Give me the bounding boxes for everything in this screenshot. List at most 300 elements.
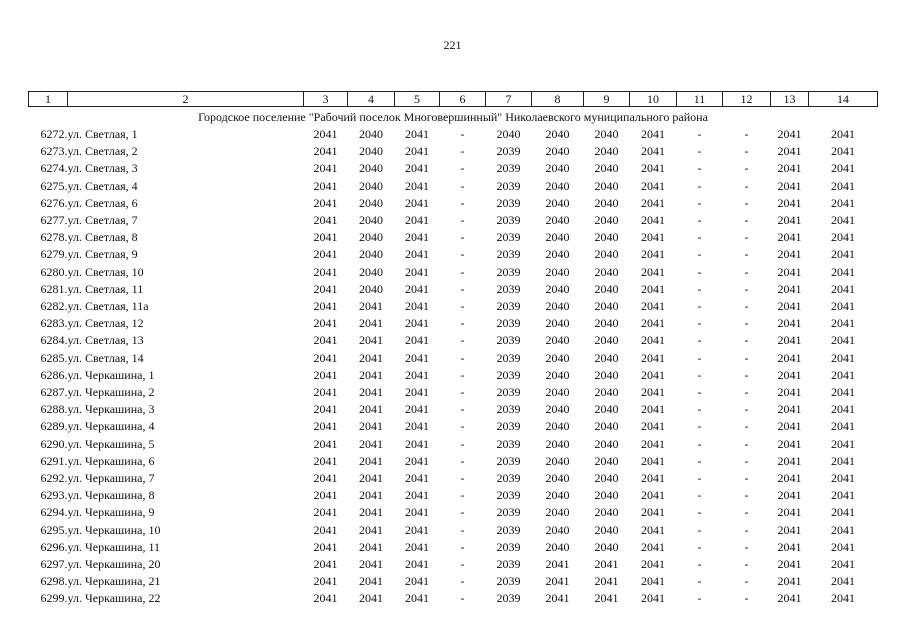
value-cell: 2041 — [831, 436, 855, 451]
value-cell: 2040 — [545, 195, 570, 210]
value-cell: 2041 — [641, 385, 665, 400]
table-row — [29, 315, 878, 332]
value-cell: 2040 — [594, 299, 619, 314]
value-cell: 2040 — [594, 281, 619, 296]
value-cell: 2040 — [545, 505, 570, 520]
value-cell: 2040 — [594, 436, 619, 451]
value-cell: 2041 — [594, 591, 619, 606]
address-cell: ул. Черкашина, 11 — [67, 539, 161, 554]
table-row — [29, 298, 878, 315]
table-row — [29, 143, 878, 160]
value-cell: - — [744, 316, 749, 331]
value-cell: 2041 — [831, 247, 855, 262]
value-cell: - — [697, 333, 702, 348]
row-number: 6276. — [40, 195, 68, 210]
value-cell: 2039 — [496, 505, 521, 520]
value-cell: - — [697, 574, 702, 589]
value-cell: - — [460, 161, 465, 176]
value-cell: - — [460, 591, 465, 606]
table-row — [29, 590, 878, 607]
value-cell: 2041 — [313, 453, 338, 468]
value-cell: - — [697, 195, 702, 210]
value-cell: - — [744, 195, 749, 210]
address-cell: ул. Черкашина, 20 — [67, 557, 161, 572]
value-cell: 2041 — [545, 574, 570, 589]
value-cell: 2040 — [545, 385, 570, 400]
address-cell: ул. Черкашина, 6 — [67, 453, 155, 468]
value-cell: 2041 — [831, 419, 855, 434]
table-row — [29, 246, 878, 263]
value-cell: 2041 — [359, 557, 383, 572]
value-cell: 2041 — [405, 557, 429, 572]
value-cell: 2040 — [545, 230, 570, 245]
value-cell: 2040 — [594, 419, 619, 434]
value-cell: 2041 — [831, 557, 855, 572]
table-row — [29, 539, 878, 556]
table-row — [29, 332, 878, 349]
value-cell: 2041 — [641, 247, 665, 262]
value-cell: - — [744, 539, 749, 554]
value-cell: 2041 — [777, 178, 802, 193]
value-cell: 2040 — [359, 213, 383, 228]
value-cell: - — [744, 471, 749, 486]
value-cell: - — [697, 522, 702, 537]
row-number: 6282. — [40, 299, 68, 314]
value-cell: 2039 — [496, 471, 521, 486]
value-cell: 2041 — [831, 195, 855, 210]
value-cell: - — [460, 453, 465, 468]
value-cell: 2041 — [777, 333, 802, 348]
table-row — [29, 418, 878, 435]
value-cell: 2041 — [405, 333, 429, 348]
address-cell: ул. Светлая, 12 — [67, 316, 144, 331]
value-cell: 2039 — [496, 281, 521, 296]
value-cell: 2041 — [405, 591, 429, 606]
address-cell: ул. Светлая, 2 — [67, 144, 138, 159]
value-cell: 2041 — [831, 299, 855, 314]
table-row — [29, 504, 878, 521]
value-cell: - — [697, 161, 702, 176]
value-cell: 2041 — [313, 471, 338, 486]
value-cell: 2041 — [777, 230, 802, 245]
row-number: 6287. — [40, 385, 68, 400]
value-cell: 2041 — [831, 402, 855, 417]
value-cell: 2041 — [641, 591, 665, 606]
address-cell: ул. Черкашина, 4 — [67, 419, 155, 434]
value-cell: 2040 — [594, 505, 619, 520]
value-cell: 2039 — [496, 367, 521, 382]
value-cell: 2040 — [359, 127, 383, 141]
value-cell: - — [744, 230, 749, 245]
value-cell: 2040 — [545, 453, 570, 468]
value-cell: 2041 — [777, 557, 802, 572]
value-cell: - — [697, 213, 702, 228]
address-cell: ул. Светлая, 10 — [67, 264, 144, 279]
value-cell: 2039 — [496, 213, 521, 228]
header-cell: 5 — [395, 92, 440, 107]
value-cell: 2041 — [313, 539, 338, 554]
value-cell: 2041 — [831, 144, 855, 159]
value-cell: 2039 — [496, 178, 521, 193]
value-cell: - — [744, 213, 749, 228]
value-cell: 2041 — [641, 402, 665, 417]
value-cell: 2040 — [545, 350, 570, 365]
value-cell: 2041 — [545, 557, 570, 572]
value-cell: - — [697, 281, 702, 296]
row-number: 6296. — [40, 539, 68, 554]
row-number: 6292. — [40, 471, 68, 486]
address-cell: ул. Черкашина, 3 — [67, 402, 155, 417]
address-cell: ул. Светлая, 3 — [67, 161, 138, 176]
value-cell: - — [744, 453, 749, 468]
address-cell: ул. Черкашина, 21 — [67, 574, 161, 589]
value-cell: 2041 — [405, 161, 429, 176]
value-cell: - — [744, 350, 749, 365]
row-number: 6284. — [40, 333, 68, 348]
value-cell: 2041 — [641, 367, 665, 382]
row-number: 6280. — [40, 264, 68, 279]
row-number: 6291. — [40, 453, 68, 468]
value-cell: 2041 — [641, 539, 665, 554]
value-cell: 2041 — [405, 539, 429, 554]
value-cell: 2040 — [545, 247, 570, 262]
value-cell: 2041 — [313, 178, 338, 193]
row-number: 6281. — [40, 281, 68, 296]
table-row — [29, 350, 878, 367]
value-cell: - — [744, 402, 749, 417]
value-cell: 2041 — [641, 213, 665, 228]
value-cell: 2041 — [831, 264, 855, 279]
value-cell: - — [744, 505, 749, 520]
value-cell: - — [697, 402, 702, 417]
value-cell: 2041 — [777, 367, 802, 382]
address-cell: ул. Черкашина, 1 — [67, 367, 155, 382]
value-cell: - — [697, 539, 702, 554]
value-cell: - — [697, 488, 702, 503]
value-cell: 2041 — [313, 591, 338, 606]
value-cell: 2039 — [496, 247, 521, 262]
value-cell: - — [460, 367, 465, 382]
value-cell: 2039 — [496, 488, 521, 503]
value-cell: 2041 — [405, 195, 429, 210]
table-row — [29, 212, 878, 229]
value-cell: 2040 — [594, 264, 619, 279]
value-cell: 2041 — [405, 419, 429, 434]
value-cell: 2041 — [831, 350, 855, 365]
value-cell: - — [697, 436, 702, 451]
value-cell: 2041 — [405, 402, 429, 417]
value-cell: 2041 — [641, 178, 665, 193]
value-cell: - — [697, 505, 702, 520]
value-cell: 2041 — [777, 453, 802, 468]
value-cell: 2041 — [359, 471, 383, 486]
value-cell: 2041 — [359, 419, 383, 434]
value-cell: - — [460, 557, 465, 572]
value-cell: 2040 — [545, 127, 570, 141]
value-cell: 2041 — [777, 195, 802, 210]
value-cell: 2039 — [496, 230, 521, 245]
value-cell: 2041 — [359, 522, 383, 537]
table-row — [29, 367, 878, 384]
value-cell: 2041 — [831, 127, 855, 141]
value-cell: - — [697, 247, 702, 262]
row-number: 6290. — [40, 436, 68, 451]
value-cell: - — [744, 178, 749, 193]
value-cell: - — [744, 264, 749, 279]
value-cell: 2041 — [405, 230, 429, 245]
value-cell: - — [744, 144, 749, 159]
value-cell: - — [697, 419, 702, 434]
value-cell: 2041 — [641, 127, 665, 141]
value-cell: 2040 — [545, 264, 570, 279]
value-cell: 2041 — [405, 127, 429, 141]
value-cell: 2040 — [359, 178, 383, 193]
value-cell: 2041 — [831, 367, 855, 382]
value-cell: 2041 — [777, 385, 802, 400]
table-row — [29, 160, 878, 177]
value-cell: 2039 — [496, 453, 521, 468]
value-cell: 2041 — [405, 522, 429, 537]
value-cell: 2041 — [313, 316, 338, 331]
value-cell: 2040 — [545, 299, 570, 314]
table-row — [29, 436, 878, 453]
row-number: 6278. — [40, 230, 68, 245]
value-cell: - — [460, 247, 465, 262]
table-row — [29, 384, 878, 401]
value-cell: 2041 — [359, 591, 383, 606]
row-number: 6283. — [40, 316, 68, 331]
value-cell: - — [697, 230, 702, 245]
value-cell: 2041 — [641, 453, 665, 468]
value-cell: 2041 — [831, 161, 855, 176]
value-cell: 2040 — [545, 436, 570, 451]
value-cell: 2039 — [496, 144, 521, 159]
value-cell: 2041 — [641, 436, 665, 451]
value-cell: 2041 — [831, 281, 855, 296]
value-cell: - — [744, 488, 749, 503]
table-row — [29, 264, 878, 281]
value-cell: 2041 — [777, 213, 802, 228]
value-cell: 2040 — [594, 539, 619, 554]
value-cell: 2041 — [777, 316, 802, 331]
value-cell: 2041 — [831, 213, 855, 228]
value-cell: 2041 — [313, 230, 338, 245]
value-cell: 2041 — [831, 591, 855, 606]
row-number: 6273. — [40, 144, 68, 159]
value-cell: - — [460, 178, 465, 193]
header-cell: 12 — [723, 92, 771, 107]
value-cell: 2039 — [496, 316, 521, 331]
table-row — [29, 573, 878, 590]
table-row — [29, 195, 878, 212]
value-cell: 2040 — [594, 350, 619, 365]
value-cell: 2041 — [831, 539, 855, 554]
value-cell: - — [744, 281, 749, 296]
value-cell: - — [744, 367, 749, 382]
value-cell: 2041 — [641, 161, 665, 176]
value-cell: 2040 — [496, 127, 521, 141]
value-cell: 2041 — [359, 453, 383, 468]
value-cell: 2040 — [359, 195, 383, 210]
address-cell: ул. Светлая, 4 — [67, 178, 138, 193]
value-cell: 2041 — [594, 557, 619, 572]
value-cell: - — [697, 350, 702, 365]
value-cell: 2041 — [777, 264, 802, 279]
table-row — [29, 126, 878, 143]
value-cell: 2041 — [405, 299, 429, 314]
value-cell: - — [697, 557, 702, 572]
value-cell: 2041 — [313, 488, 338, 503]
address-cell: ул. Светлая, 14 — [67, 350, 144, 365]
value-cell: 2040 — [545, 522, 570, 537]
value-cell: 2041 — [313, 264, 338, 279]
value-cell: 2041 — [313, 557, 338, 572]
value-cell: - — [697, 385, 702, 400]
value-cell: 2041 — [777, 299, 802, 314]
value-cell: 2041 — [641, 557, 665, 572]
address-cell: ул. Светлая, 7 — [67, 213, 138, 228]
value-cell: 2041 — [405, 574, 429, 589]
value-cell: - — [744, 574, 749, 589]
value-cell: 2040 — [594, 127, 619, 141]
value-cell: 2041 — [313, 213, 338, 228]
value-cell: - — [744, 385, 749, 400]
value-cell: 2041 — [831, 178, 855, 193]
value-cell: 2041 — [359, 333, 383, 348]
value-cell: 2041 — [405, 264, 429, 279]
value-cell: 2041 — [313, 350, 338, 365]
value-cell: - — [460, 333, 465, 348]
address-cell: ул. Светлая, 11 — [67, 281, 144, 296]
value-cell: 2040 — [359, 281, 383, 296]
value-cell: 2041 — [313, 436, 338, 451]
value-cell: - — [460, 299, 465, 314]
value-cell: 2040 — [545, 419, 570, 434]
value-cell: 2041 — [313, 522, 338, 537]
value-cell: 2041 — [641, 505, 665, 520]
address-cell: ул. Светлая, 6 — [67, 195, 138, 210]
value-cell: 2039 — [496, 264, 521, 279]
value-cell: 2040 — [545, 144, 570, 159]
value-cell: 2041 — [831, 453, 855, 468]
value-cell: 2041 — [641, 316, 665, 331]
value-cell: - — [744, 299, 749, 314]
section-title: Городское поселение "Рабочий поселок Многовершинный" Николаевского муниципального района — [198, 110, 708, 124]
value-cell: 2041 — [641, 144, 665, 159]
value-cell: 2041 — [641, 333, 665, 348]
value-cell: 2039 — [496, 161, 521, 176]
value-cell: 2041 — [641, 350, 665, 365]
value-cell: 2040 — [594, 247, 619, 262]
value-cell: 2039 — [496, 522, 521, 537]
value-cell: 2041 — [405, 350, 429, 365]
value-cell: 2041 — [313, 367, 338, 382]
value-cell: 2039 — [496, 195, 521, 210]
row-number: 6274. — [40, 161, 68, 176]
value-cell: 2040 — [359, 230, 383, 245]
value-cell: 2040 — [545, 367, 570, 382]
value-cell: - — [460, 281, 465, 296]
value-cell: 2040 — [594, 333, 619, 348]
value-cell: 2041 — [359, 539, 383, 554]
value-cell: 2040 — [545, 161, 570, 176]
row-number: 6286. — [40, 367, 68, 382]
value-cell: - — [697, 127, 702, 141]
row-number: 6297. — [40, 557, 68, 572]
value-cell: - — [697, 591, 702, 606]
header-cell: 13 — [771, 92, 809, 107]
value-cell: - — [460, 230, 465, 245]
value-cell: 2041 — [405, 488, 429, 503]
value-cell: 2039 — [496, 299, 521, 314]
value-cell: - — [460, 350, 465, 365]
row-number: 6295. — [40, 522, 68, 537]
value-cell: - — [697, 471, 702, 486]
address-cell: ул. Черкашина, 7 — [67, 471, 155, 486]
header-cell: 8 — [532, 92, 584, 107]
value-cell: 2041 — [777, 127, 802, 141]
value-cell: 2041 — [359, 505, 383, 520]
value-cell: 2040 — [594, 144, 619, 159]
value-cell: 2041 — [359, 367, 383, 382]
value-cell: - — [460, 195, 465, 210]
value-cell: 2040 — [594, 367, 619, 382]
value-cell: - — [460, 316, 465, 331]
value-cell: - — [697, 316, 702, 331]
row-number: 6288. — [40, 402, 68, 417]
value-cell: 2041 — [313, 385, 338, 400]
value-cell: 2041 — [313, 281, 338, 296]
value-cell: - — [460, 264, 465, 279]
value-cell: 2039 — [496, 419, 521, 434]
header-cell: 14 — [809, 92, 878, 107]
value-cell: - — [697, 453, 702, 468]
value-cell: 2041 — [641, 574, 665, 589]
value-cell: 2040 — [594, 453, 619, 468]
column-number-header — [29, 92, 878, 107]
value-cell: 2041 — [313, 127, 338, 141]
value-cell: - — [744, 333, 749, 348]
value-cell: 2041 — [594, 574, 619, 589]
value-cell: 2040 — [594, 402, 619, 417]
address-cell: ул. Черкашина, 2 — [67, 385, 155, 400]
value-cell: 2041 — [405, 281, 429, 296]
value-cell: 2039 — [496, 350, 521, 365]
value-cell: - — [460, 402, 465, 417]
value-cell: 2041 — [359, 299, 383, 314]
address-cell: ул. Черкашина, 22 — [67, 591, 161, 606]
value-cell: 2041 — [777, 591, 802, 606]
header-cell: 3 — [304, 92, 348, 107]
value-cell: 2041 — [405, 436, 429, 451]
value-cell: - — [744, 557, 749, 572]
value-cell: 2041 — [831, 505, 855, 520]
row-number: 6272. — [40, 127, 68, 141]
value-cell: 2041 — [831, 316, 855, 331]
table-row — [29, 401, 878, 418]
value-cell: 2040 — [545, 333, 570, 348]
value-cell: 2041 — [313, 144, 338, 159]
value-cell: 2041 — [831, 488, 855, 503]
value-cell: - — [744, 247, 749, 262]
address-cell: ул. Черкашина, 9 — [67, 505, 155, 520]
section-row — [29, 107, 878, 127]
value-cell: - — [744, 419, 749, 434]
address-cell: ул. Черкашина, 5 — [67, 436, 155, 451]
value-cell: 2041 — [359, 488, 383, 503]
value-cell: - — [460, 574, 465, 589]
value-cell: 2040 — [359, 161, 383, 176]
